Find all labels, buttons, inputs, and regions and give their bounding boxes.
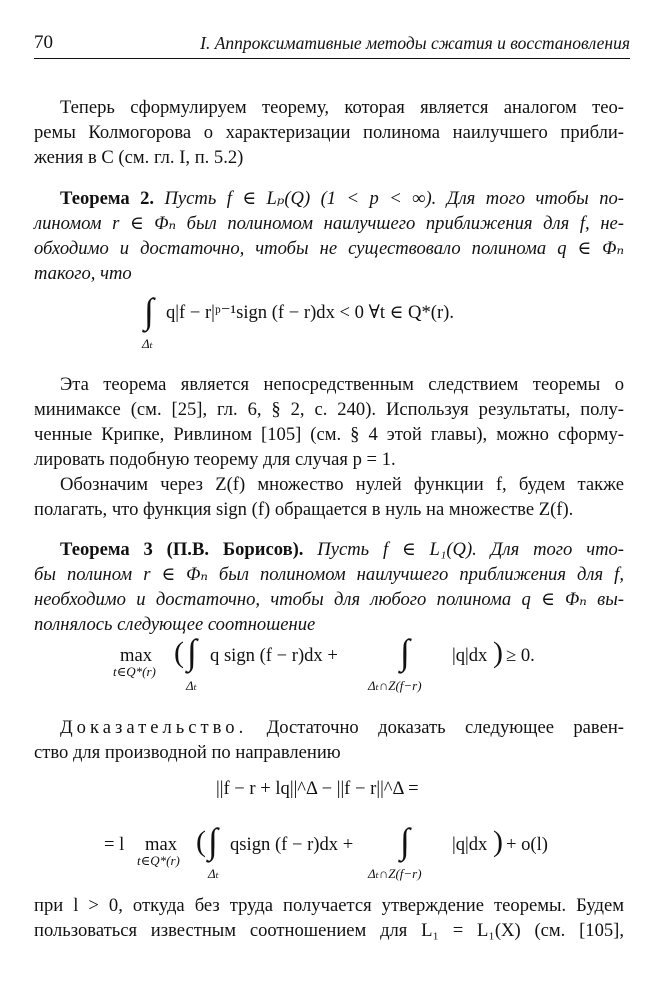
max-operator: max <box>120 645 153 666</box>
theorem2-text-1: Пусть f ∈ Lₚ(Q) (1 < p < ∞). Для того чтобы по- <box>164 188 624 209</box>
para2-line2: минимаксе (см. [25], гл. 6, § 2, с. 240). Используя результаты, полу- <box>34 399 624 420</box>
eq2-max-sub: t∈Q*(r) <box>137 853 180 868</box>
proof-equation-1: ||f − r + lq||^Δ − ||f − r||^Δ = <box>216 778 419 799</box>
theorem3-formula-part1: q sign (f − r)dx + <box>210 645 338 666</box>
integral-sign-1: ∫ <box>187 632 197 672</box>
integral-sign: ∫ <box>144 291 154 331</box>
para2-line3: ченные Крипке, Ривлином [105] (см. § 4 этой главы), можно сформу- <box>34 424 624 445</box>
para2-line4: лировать подобную теорему для случая p = 1. <box>34 449 396 470</box>
theorem3-text-1: Пусть f ∈ L₁(Q). Для того что- <box>317 539 624 560</box>
para3-line2: полагать, что функция sign (f) обращается в нуль на множестве Z(f). <box>34 499 574 520</box>
right-paren: ) <box>493 636 503 669</box>
theorem2-line3: обходимо и достаточно, чтобы не существовало полинома q ∈ Φₙ <box>34 238 624 259</box>
page-number: 70 <box>34 32 53 53</box>
proof-tail-line1: при l > 0, откуда без труда получается утверждение теоремы. Будем <box>34 895 624 916</box>
eq2-part2: |q|dx <box>452 834 488 855</box>
para1-line3: жения в C (см. гл. I, п. 5.2) <box>34 147 244 168</box>
theorem3-label: Теорема 3 (П.В. Борисов). <box>60 539 304 560</box>
theorem3-line4: полнялось следующее соотношение <box>34 614 316 635</box>
theorem3-line1 <box>60 537 624 562</box>
para2-line1: Эта теорема является непосредственным следствием теоремы о <box>60 374 624 395</box>
theorem3-formula-part2: |q|dx <box>452 645 488 666</box>
proof-label: Доказательство. <box>60 717 248 738</box>
eq2-max: max <box>145 834 178 855</box>
left-paren: ( <box>174 636 184 669</box>
eq2-integral-1: ∫ <box>208 821 218 861</box>
para1-line2: ремы Колмогорова о характеризации полинома наилучшего прибли- <box>34 122 624 143</box>
theorem3-line3: необходимо и достаточно, чтобы для любого полинома q ∈ Φₙ вы- <box>34 589 624 610</box>
eq2-end: + o(l) <box>506 834 548 855</box>
eq2-sub2: Δₜ∩Z(f−r) <box>368 866 422 881</box>
eq2-sub1: Δₜ <box>208 866 219 881</box>
eq2-integral-2: ∫ <box>400 821 410 861</box>
proof-line2: ство для производной по направлению <box>34 742 341 763</box>
running-title: I. Аппроксимативные методы сжатия и восстановления <box>200 33 630 53</box>
theorem2-formula-sub: Δₜ <box>142 336 153 351</box>
theorem3-line2: бы полином r ∈ Φₙ был полиномом наилучшего приближения для f, <box>34 564 624 585</box>
theorem3-formula-end: ≥ 0. <box>506 645 535 666</box>
theorem2-line1 <box>60 186 624 211</box>
para3-line1: Обозначим через Z(f) множество нулей функции f, будем также <box>60 474 624 495</box>
max-subscript: t∈Q*(r) <box>113 664 156 679</box>
theorem2-line4: такого, что <box>34 263 132 284</box>
proof-tail-line2: пользоваться известным соотношением для L₁ = L₁(X) (см. [105], <box>34 920 624 941</box>
theorem2-label: Теорема 2. <box>60 188 155 209</box>
eq2-left: = l <box>104 834 125 855</box>
theorem2-line2: линомом r ∈ Φₙ был полиномом наилучшего приближения для f, не- <box>34 213 624 234</box>
integral-sign-2: ∫ <box>400 632 410 672</box>
proof-text-1: Достаточно доказать следующее равен- <box>266 717 624 738</box>
eq2-right-paren: ) <box>493 825 503 858</box>
eq2-part1: qsign (f − r)dx + <box>230 834 354 855</box>
para1-line1: Теперь сформулируем теорему, которая является аналогом тео- <box>60 97 624 118</box>
theorem2-formula-body: q|f − r|ᵖ⁻¹sign (f − r)dx < 0 ∀t ∈ Q*(r). <box>166 302 454 323</box>
proof-line1 <box>60 715 624 740</box>
theorem3-sub1: Δₜ <box>186 678 197 693</box>
running-header <box>34 30 630 59</box>
theorem3-sub2: Δₜ∩Z(f−r) <box>368 678 422 693</box>
eq2-left-paren: ( <box>196 825 206 858</box>
